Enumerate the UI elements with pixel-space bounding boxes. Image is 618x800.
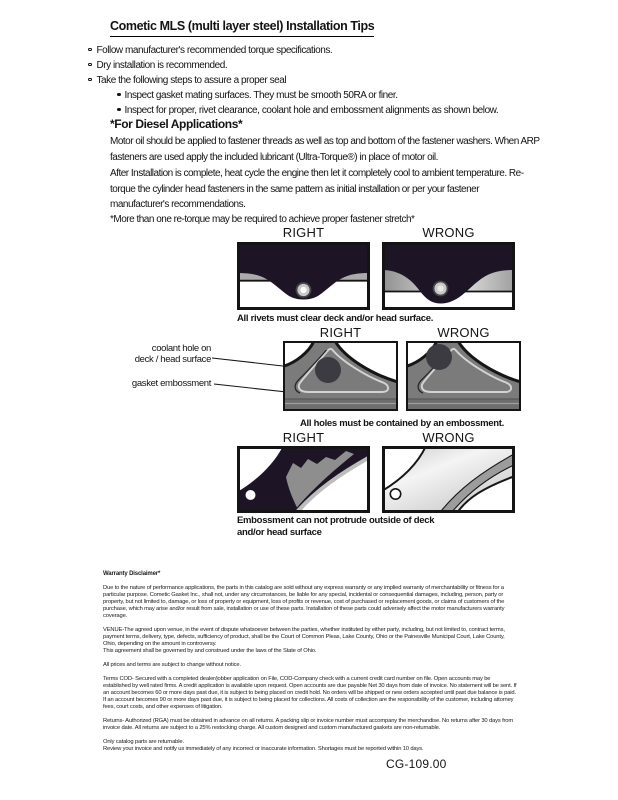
warranty-paragraph: Returns- Authorized (RGA) must be obtained in advance on all returns. A packing slip or invoice number must accompany the merchandise. No returns after 30 days from invoice date. All returns are subject to a 25% restocking charge. All custom designed and custom manufactured gaskets are non-returnable. — [103, 718, 514, 731]
circle-bullet-icon — [88, 48, 92, 52]
figure-caption-protrude: Embossment can not protrude outside of deck and/or head surface — [237, 515, 435, 538]
warranty-heading: Warranty Disclaimer* — [103, 571, 161, 577]
circle-bullet-icon — [88, 78, 92, 82]
figure-right-label: RIGHT — [282, 430, 325, 445]
tips-list — [88, 43, 548, 118]
tip-text: Inspect gasket mating surfaces. They must be smooth 50RA or finer. — [124, 90, 398, 101]
warranty-paragraph: Due to the nature of performance applications, the parts in this catalog are sold without any express warranty or any implied warranty of merchantability or fitness for a particular purpose. Cometic Gasket Inc., shall not, under any circumstances, be liable for any special, incidental or consequential damages, including, person, party or property, but not limited to, damage, or loss of property or equipment, loss of profits or revenue, cost of purchased or replacement goods, or claims of customers of the purchase, which may arise and/or result from sale, installation or use of these parts. Installation of these parts could adversely affect the motor manufacturers warranty coverage. — [103, 585, 505, 619]
figure-protrude-wrong — [382, 446, 515, 513]
figure-rivet-right — [237, 242, 370, 310]
figure-embossment-right — [283, 341, 398, 411]
warranty-paragraph: All prices and terms are subject to change without notice. — [103, 662, 241, 668]
figure-rivet-wrong — [382, 242, 515, 310]
figure-wrong-label: WRONG — [422, 430, 475, 445]
tip-sub-item — [88, 88, 548, 103]
warranty-paragraph: Only catalog parts are returnable. — [103, 739, 184, 745]
page-title: Cometic MLS (multi layer steel) Installation Tips — [110, 19, 374, 37]
warranty-paragraph: Review your invoice and notify us immediately of any incorrect or inaccurate information. Shortages must be reported within 10 days. — [103, 746, 424, 752]
figure-embossment-wrong — [406, 341, 521, 411]
warranty-paragraph: VENUE-The agreed upon venue, in the event of dispute whatsoever between the parties, whether instituted by either party, including, but not limited to, contract terms, payment terms, delivery, type, defects, sufficiency of product, shall be the Court of Common Pleas, Lake County, Ohio or the Painesville Municipal Court, Lake County, Ohio, depending on the amount in controversy. — [103, 627, 505, 647]
dot-bullet-icon — [117, 93, 121, 97]
retorque-note: *More than one re-torque may be required to achieve proper fastener stretch* — [110, 214, 415, 225]
warranty-section — [103, 571, 517, 760]
figure-caption-holes: All holes must be contained by an embossment. — [300, 418, 504, 429]
tip-text: Inspect for proper, rivet clearance, coolant hole and embossment alignments as shown below. — [124, 105, 499, 116]
circle-bullet-icon — [88, 63, 92, 67]
figure-caption-rivets: All rivets must clear deck and/or head surface. — [237, 313, 434, 324]
dot-bullet-icon — [117, 108, 121, 112]
diesel-heading: *For Diesel Applications* — [110, 117, 243, 131]
tip-text: Follow manufacturer's recommended torque specifications. — [96, 45, 333, 56]
coolant-hole-label: coolant hole on deck / head surface — [134, 343, 211, 365]
figure-wrong-label: WRONG — [437, 325, 490, 340]
tip-item — [88, 43, 548, 58]
gasket-embossment-label: gasket embossment — [131, 378, 211, 389]
figure-protrude-right — [237, 446, 370, 513]
warranty-paragraph: Terms COD- Secured with a completed dealer/jobber application on File, COD-Company check with a current credit card number on file. Open accounts may be established by well rated firms. A credit application is available upon request. Open accounts are due payable Net 30 days from date of invoice. No statement will be sent. If an account becomes 60 or more days past due, it is subject to being placed on credit hold. No orders will be shipped or new orders accepted until past due balance is paid. If an account becomes 90 or more days past due, it is subject to being placed for collections. All costs of collection are the responsibility of the customer, including attorney fees, court costs, and other expenses of litigation. — [103, 676, 517, 710]
figure-wrong-label: WRONG — [422, 225, 475, 240]
warranty-paragraph: This agreement shall be governed by and construed under the laws of the State of Ohio. — [103, 648, 317, 654]
figure-right-label: RIGHT — [282, 225, 325, 240]
tip-text: Dry installation is recommended. — [96, 60, 228, 71]
figure-right-label: RIGHT — [319, 325, 362, 340]
tip-item — [88, 58, 548, 73]
tip-item — [88, 73, 548, 88]
tip-text: Take the following steps to assure a proper seal — [96, 75, 287, 86]
page-code: CG-109.00 — [386, 757, 447, 771]
tip-sub-item — [88, 103, 548, 118]
diesel-paragraph: After Installation is complete, heat cycle the engine then let it completely cool to ambient temperature. Re-torque the cylinder head fasteners in the same pattern as initial installation or per your fastener manufacturer's recommendations. — [110, 168, 524, 210]
diesel-paragraph: Motor oil should be applied to fastener threads as well as top and bottom of the fastener washers. When ARP fasteners are used apply the included lubricant (Ultra-Torque®) in place of motor oil. — [110, 136, 540, 163]
